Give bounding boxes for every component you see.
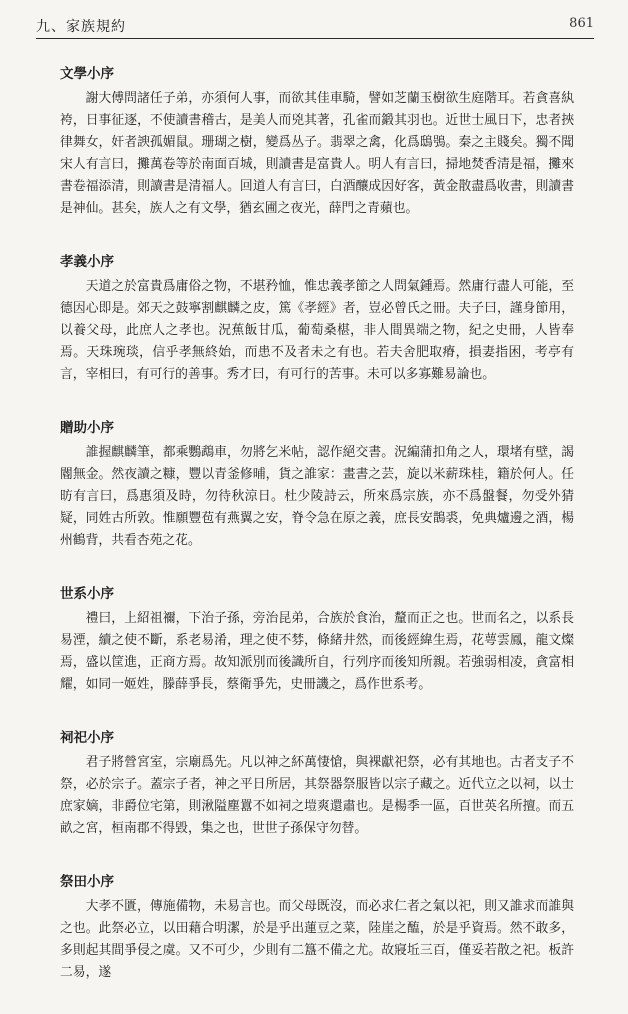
section-heading: 文學小序 xyxy=(60,66,114,82)
section-paragraph: 大孝不匱，傳施備物，未易言也。而父母既沒，而必求仁者之氣以祀，則又誰求而誰與之也。此祭必立，以田藉合明潔，於是乎出蓮豆之菜，陸崖之醢，於是乎資焉。然不敢多，多則起其間爭侵之虞。又不可少，少則有二簋不備之尤。故寢坵三百，僅妥若散之祀。板許二易，遂 xyxy=(60,899,574,980)
page-number: 861 xyxy=(569,16,594,31)
section-filial-piety-preface xyxy=(60,250,574,386)
section-heading: 贈助小序 xyxy=(60,420,114,436)
section-heading: 祭田小序 xyxy=(60,874,114,890)
section-paragraph: 禮曰，上紹祖禰，下治子孫，旁治昆弟，合族於食治，釐而正之也。世而名之，以系長易湮，續之使不斷，系老易淆，理之使不棼，條緒井然，而後經緯生焉，花萼雲鳳，龍文燦焉，盛以筐進，正商方焉。故知派別而後識所自，行列序而後知所親。若強弱相凌，貪富相耀，如同一姬姓，滕薛爭長，蔡衛爭先，史冊譏之，爲作世系考。 xyxy=(60,611,574,692)
section-literature-preface xyxy=(60,62,574,220)
section-donation-preface xyxy=(60,416,574,552)
section-ancestral-hall-preface xyxy=(60,726,574,840)
section-paragraph: 君子將營宮室，宗廟爲先。凡以神之紑萬悽愴，與裸獻祀祭，必有其地也。古者支子不祭，必於宗子。蓋宗子者，神之平日所居，其祭器祭服皆以宗子藏之。近代立之以祠，以士庶家嫡，非爵位宅第，則湫隘塵囂不如祠之塏爽還肅也。是楊季一區，百世英名所擅。而五畝之宮，桓南郡不得毀，集之也，世世子孫保守勿替。 xyxy=(60,755,574,836)
section-paragraph: 誰握麒麟筆，都乘鸚鵡車，勿將乞米帖，認作絕交書。況編蒲扣角之人，環堵有壁，謁閽無金。然夜讀之糠，豐以青釜修晡，貨之誰家：畫書之芸，旋以米薪珠桂，籍於何人。任昉有言曰，爲惠須及時，勿待秋涼日。杜少陵詩云，所來爲宗族，亦不爲盤餐，勿受外猜疑，同姓古所敦。惟願豐苞有燕翼之安，脊令急在原之義，庶長安鵲裘，免典爐邊之酒，楊州鶴背，共看杏苑之花。 xyxy=(60,445,574,548)
running-header xyxy=(36,6,594,39)
section-paragraph: 天道之於富貴爲庸俗之物，不堪矜恤，惟忠義孝節之人問氣鍾焉。然庸行盡人可能，至德因心即是。郊天之鼓寧割麒麟之皮，篤《孝經》者，豈必曾氏之冊。夫子曰，謹身節用，以養父母，此庶人之孝也。況蕉飯甘瓜，葡萄桑椹，非人間異端之物，紀之史冊，人皆奉焉。天珠琬琰，信乎孝無終始，而患不及者未之有也。若夫舍肥取瘠，損妻指困，考亭有言，宰相曰，有可行的善事。秀才曰，有可行的苦事。未可以多寡難易論也。 xyxy=(60,279,574,382)
chapter-title: 九、家族規約 xyxy=(36,19,126,35)
section-heading: 孝義小序 xyxy=(60,254,114,270)
section-genealogy-preface xyxy=(60,582,574,696)
section-heading: 祠祀小序 xyxy=(60,730,114,746)
section-paragraph: 謝大傅問諸任子弟，亦須何人事，而欲其佳車騎，譬如芝蘭玉樹欲生庭階耳。若貪喜紈袴，日事征逐，不使讀書稽古，是美人而兇其著，孔雀而鍛其羽也。近世士風日下，忠者挾律舞女，奸者諛孤媚鼠。珊瑚之樹，變爲丛子。翡翠之禽，化爲鴟鴞。秦之主賤矣。獨不聞宋人有言曰，攤萬卷等於南面百城，則讀書是富貴人。明人有言曰，掃地焚香清是福，攤來書卷福添清，則讀書是清福人。回道人有言曰，白酒釀成因好客，黃金散盡爲收書，則讀書是神仙。甚矣，族人之有文學，猶玄圃之夜光，薛門之青蘋也。 xyxy=(60,91,574,216)
section-heading: 世系小序 xyxy=(60,586,114,602)
section-sacrificial-field-preface xyxy=(60,870,574,984)
page-body xyxy=(60,62,574,1014)
